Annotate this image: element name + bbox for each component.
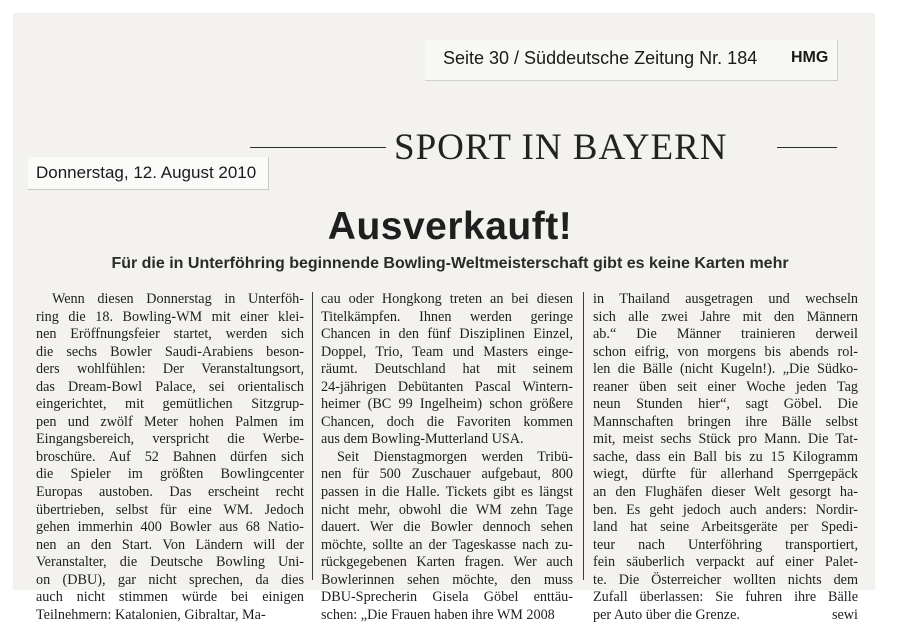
section-title: SPORT IN BAYERN bbox=[394, 127, 728, 168]
article-line: Teilnehmern: Katalonien, Gibraltar, Ma- bbox=[36, 606, 266, 623]
article-line: nen an den Start. Von Ländern will der bbox=[36, 536, 304, 553]
article-line: reaner üben seit einer Woche jeden Tag bbox=[593, 378, 858, 395]
article-line: Chancen in den fünf Disziplinen Einzel, bbox=[321, 326, 573, 343]
article-line: Mannschaften bringen ihre Bälle selbst bbox=[593, 413, 858, 430]
article-line: die sechs Bowler Saudi-Arabiens beson- bbox=[36, 343, 304, 360]
article-line: schen: „Die Frauen haben ihre WM 2008 bbox=[321, 606, 555, 623]
article-line: Titelkämpfen. Ihnen werden geringe bbox=[321, 308, 573, 325]
article-line: DBU-Sprecherin Gisela Göbel enttäu- bbox=[321, 589, 573, 606]
source-line: Seite 30 / Süddeutsche Zeitung Nr. 184 bbox=[443, 48, 758, 68]
article-line: 24-jährigen Debütanten Pascal Wintern- bbox=[321, 378, 573, 395]
subheadline: Für die in Unterföhring beginnende Bowling-Weltmeisterschaft gibt es keine Karten mehr bbox=[111, 255, 789, 272]
article-line: sache, dass ein Ball bis zu 15 Kilogramm bbox=[593, 448, 858, 465]
article-line: Bowlerinnen sehen möchte, den muss bbox=[321, 571, 573, 588]
article-line: ben. Es geht jedoch auch anders: Nordir- bbox=[593, 501, 858, 518]
article-line: Seit Dienstagmorgen werden Tribü- bbox=[337, 448, 573, 465]
article-line: ders wohlfühlen: Der Veranstaltungsort, bbox=[36, 361, 304, 378]
article-line: ring die 18. Bowling-WM mit einer klei- bbox=[36, 308, 304, 325]
article-line: len die Bälle (nicht Kugeln!). „Die Südko- bbox=[593, 361, 858, 378]
article-line: nicht mehr, obwohl die WM zehn Tage bbox=[321, 501, 573, 518]
article-line: fein säuberlich verpackt auf einer Palet- bbox=[593, 554, 858, 571]
column-divider bbox=[312, 292, 313, 580]
article-line: übertrieben, selbst für eine WM. Jedoch bbox=[36, 501, 304, 518]
article-line: teur nach Unterföhring transportiert, bbox=[593, 536, 858, 553]
article-line: die Spieler im größten Bowlingcenter bbox=[36, 466, 304, 483]
article-line: aus dem Bowling-Mutterland USA. bbox=[321, 431, 524, 448]
article-line: neun Stunden hier“, sagt Göbel. Die bbox=[593, 396, 858, 413]
article-column-3 bbox=[593, 291, 858, 624]
article-line: Doppel, Trio, Team und Masters einge- bbox=[321, 343, 573, 360]
article-line: on (DBU), gar nicht sprechen, da dies bbox=[36, 571, 304, 588]
article-line: ab.“ Die Männer trainieren derweil bbox=[593, 326, 858, 343]
rubric-rule-left bbox=[250, 147, 386, 148]
article-line: gehen immerhin 400 Bowler aus 68 Natio- bbox=[36, 519, 304, 536]
article-column-1 bbox=[36, 291, 304, 624]
article-line: räumt. Deutschland hat mit seinem bbox=[321, 361, 573, 378]
article-line: pen und zwölf Meter hohen Palmen im bbox=[36, 413, 304, 430]
article-line: Veranstalter, die Deutsche Bowling Uni- bbox=[36, 554, 304, 571]
source-box bbox=[425, 40, 838, 81]
article-line: cau oder Hongkong treten an bei diesen bbox=[321, 291, 573, 307]
article-line: in Thailand ausgetragen und wechseln bbox=[593, 291, 858, 307]
rubric-rule-right bbox=[777, 147, 837, 148]
article-line: eingerichtet, mit gemütlichen Sitzgrup- bbox=[36, 396, 304, 413]
article-line: te. Die Österreicher wollten nichts dem bbox=[593, 571, 858, 588]
article-line: Wenn diesen Donnerstag in Unterföh- bbox=[52, 291, 304, 307]
article-line: möchte, sollte an der Tageskasse nach zu- bbox=[321, 536, 573, 553]
article-line: nen Eröffnungsfeier startet, werden sich bbox=[36, 326, 304, 343]
article-line: Zufall überlassen: Sie fuhren ihre Bälle bbox=[593, 589, 858, 606]
article-line: rückgegebenen Karten fragen. Wer auch bbox=[321, 554, 573, 571]
article-line: das Dream-Bowl Palace, sei orientalisch bbox=[36, 378, 304, 395]
article-line: heimer (BC 99 Ingelheim) schon größere bbox=[321, 396, 573, 413]
article-line: Chancen, doch die Favoriten kommen bbox=[321, 413, 573, 430]
publication-date: Donnerstag, 12. August 2010 bbox=[36, 163, 257, 182]
article-line: mit, meist sechs Stück pro Mann. Die Tat- bbox=[593, 431, 858, 448]
article-line: wiegt, dürfte für allerhand Sperrgepäck bbox=[593, 466, 858, 483]
article-line: schon eifrig, von morgens bis abends rol- bbox=[593, 343, 858, 360]
article-line: broschüre. Auf 52 Bahnen dürfen sich bbox=[36, 448, 304, 465]
article-line: Europas austoben. Das erscheint recht bbox=[36, 484, 304, 501]
article-line: land hat seine Arbeitsgeräte per Spedi- bbox=[593, 519, 858, 536]
article-line: nen für 500 Zuschauer aufgebaut, 800 bbox=[321, 466, 573, 483]
column-divider bbox=[583, 292, 584, 580]
article-line: passen in die Halle. Tickets gibt es längst bbox=[321, 484, 573, 501]
article-line: dauert. Wer die Bowler dennoch sehen bbox=[321, 519, 573, 536]
article-line: auch nicht stimmen würde bei einigen bbox=[36, 589, 304, 606]
article-line: an den Flughäfen dieser Welt gesorgt ha- bbox=[593, 484, 858, 501]
headline: Ausverkauft! bbox=[327, 205, 573, 248]
article-line: per Auto über die Grenze. sewi bbox=[593, 606, 858, 623]
date-box bbox=[28, 157, 269, 190]
article-line: sich alle zwei Jahre mit den Männern bbox=[593, 308, 858, 325]
article-column-2 bbox=[321, 291, 573, 624]
source-tag: HMG bbox=[791, 49, 829, 66]
article-line: Eingangsbereich, verspricht die Werbe- bbox=[36, 431, 304, 448]
